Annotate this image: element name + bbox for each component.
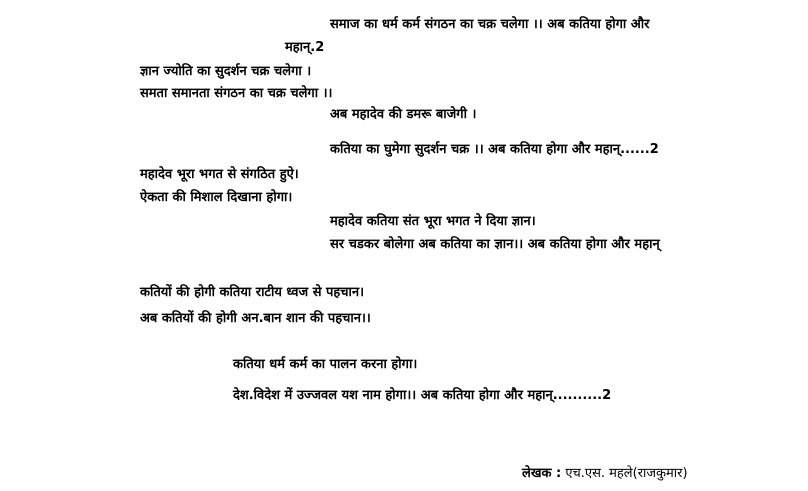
poem-line-7: महादेव भूरा भगत से संगठित हुऐ। bbox=[140, 167, 299, 182]
poem-line-11: कतियों की होगी कतिया राटीय ध्वज से पहचान। bbox=[140, 285, 365, 300]
poem-line-8: ऐकता की मिशाल दिखाना होगा। bbox=[140, 190, 293, 205]
poem-line-3: ज्ञान ज्योति का सुदर्शन चक्र चलेगा । bbox=[140, 64, 312, 79]
author-credit bbox=[522, 465, 688, 482]
poem-line-12: अब कतियों की होगी अन.बान शान की पहचान।। bbox=[140, 311, 371, 326]
author-name: एच.एस. महले(राजकुमार) bbox=[565, 466, 688, 481]
poem-line-1: समाज का धर्म कर्म संगठन का चक्र चलेगा ।। अब कतिया होगा और bbox=[330, 17, 650, 32]
poem-line-2: महान्.2 bbox=[285, 40, 325, 55]
poem-line-4: समता समानता संगठन का चक्र चलेगा ।। bbox=[140, 86, 333, 101]
poem-line-10: सर चडकर बोलेगा अब कतिया का ज्ञान।। अब कतिया होगा और महान् bbox=[330, 237, 660, 252]
poem-line-14: देश.विदेश में उज्जवल यश नाम होगा।। अब कतिया होगा और महान्..........2 bbox=[233, 388, 612, 403]
poem-line-6: कतिया का घुमेगा सुदर्शन चक्र ।। अब कतिया होगा और महान्......2 bbox=[330, 142, 659, 157]
poem-line-9: महादेव कतिया संत भूरा भगत ने दिया ज्ञान। bbox=[330, 214, 536, 229]
author-label: लेखक : bbox=[522, 466, 562, 481]
poem-line-13: कतिया धर्म कर्म का पालन करना होगा। bbox=[233, 357, 418, 372]
poem-line-5: अब महादेव की डमरू बाजेगी । bbox=[330, 107, 477, 122]
